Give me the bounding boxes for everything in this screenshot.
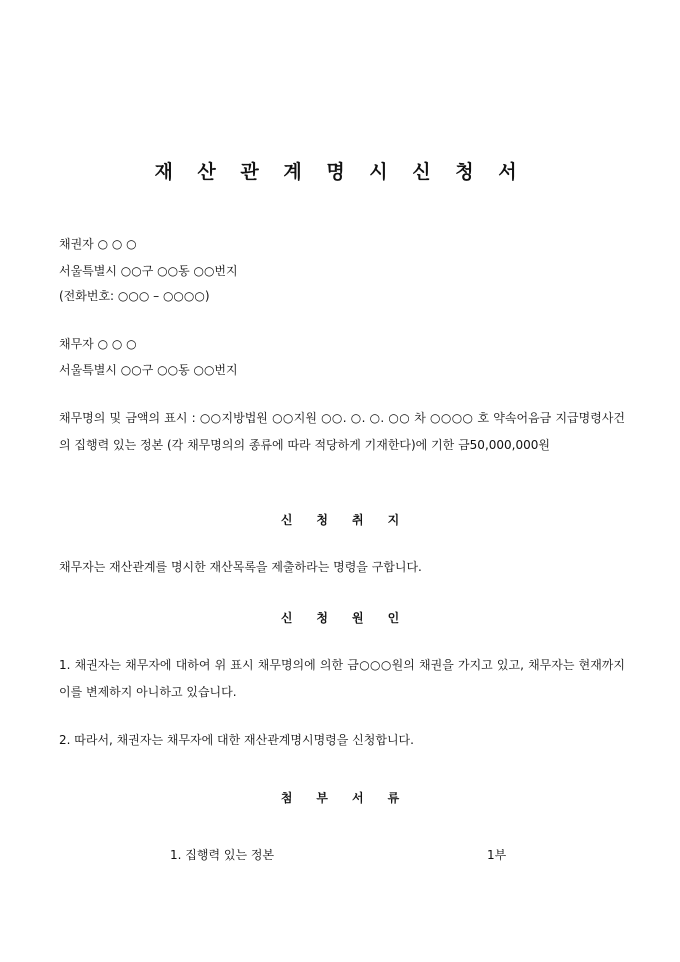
cause-item-2: 2. 따라서, 채권자는 채무자에 대한 재산관계명시명령을 신청합니다. [59,733,414,747]
attachments-heading: 첨부서류 [280,791,424,805]
document-title: 재 산 관 계 명 시 신 청 서 [154,161,526,183]
creditor-phone: (전화번호: ○○○ – ○○○○) [59,289,210,303]
claim-title-paragraph: 채무명의 및 금액의 표시 : ○○지방법원 ○○지원 ○○. ○. ○. ○○ 차 ○○○○ 호 약속어음금 지급명령사건의 집행력 있는 정본 (각 채무명의의 종류에 따라 적당하게 기재한다)에 기한 금50,000,000원 [59,411,625,452]
attachment-item-label: 1. 집행력 있는 정본 [170,848,275,862]
attachment-item-count: 1부 [487,848,507,862]
purpose-heading: 신청취지 [280,513,424,527]
creditor-name: 채권자 ○ ○ ○ [59,237,137,251]
creditor-address: 서울특별시 ○○구 ○○동 ○○번지 [59,264,238,278]
purpose-text: 채무자는 재산관계를 명시한 재산목록을 제출하라는 명령을 구합니다. [59,560,422,574]
debtor-name: 채무자 ○ ○ ○ [59,337,137,351]
cause-item-1: 1. 채권자는 채무자에 대하여 위 표시 채무명의에 의한 금○○○원의 채권을 가지고 있고, 채무자는 현재까지 이를 변제하지 아니하고 있습니다. [59,658,625,699]
cause-heading: 신청원인 [280,611,424,625]
debtor-address: 서울특별시 ○○구 ○○동 ○○번지 [59,363,238,377]
